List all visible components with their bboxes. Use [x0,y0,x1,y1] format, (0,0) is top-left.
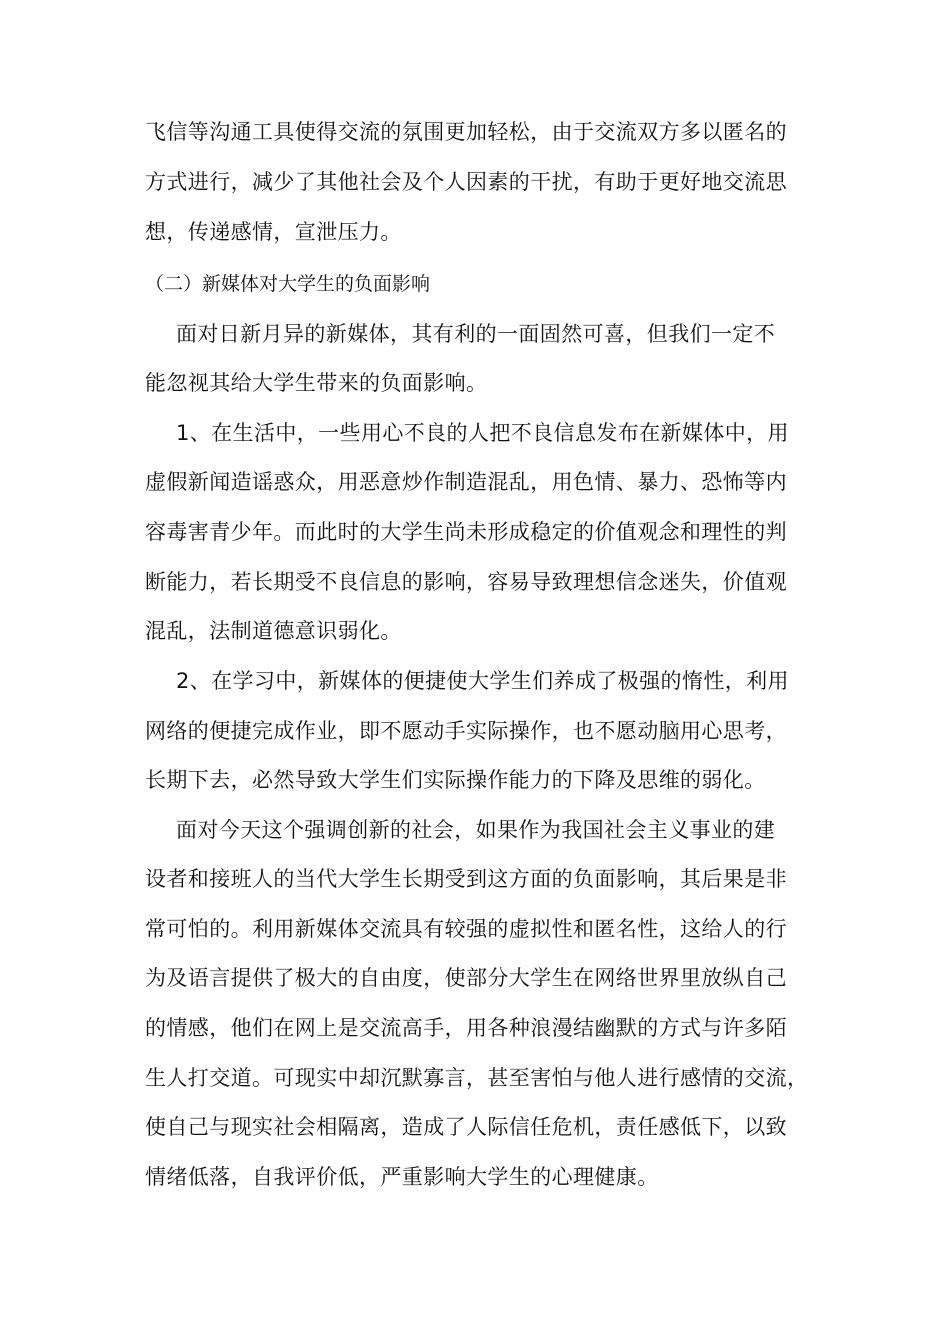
text-line: 飞信等沟通工具使得交流的氛围更加轻松，由于交流双方多以匿名的 [145,120,787,144]
text-line: 面对日新月异的新媒体，其有利的一面固然可喜，但我们一定不 [176,322,776,346]
text-line: 方式进行，减少了其他社会及个人因素的干扰，有助于更好地交流思 [145,170,787,194]
text-line: 设者和接班人的当代大学生长期受到这方面的负面影响，其后果是非 [145,867,787,891]
section-heading: （二）新媒体对大学生的负面影响 [145,273,431,295]
text-line: 断能力，若长期受不良信息的影响，容易导致理想信念迷失，价值观 [145,570,787,594]
text-line: 能忽视其给大学生带来的负面影响。 [145,371,488,395]
text-line: 常可怕的。利用新媒体交流具有较强的虚拟性和匿名性，这给人的行 [145,917,787,941]
text-line: 想，传递感情，宣泄压力。 [145,220,402,244]
text-line: 使自己与现实社会相隔离，造成了人际信任危机，责任感低下，以致 [145,1115,787,1139]
text-line: 虚假新闻造谣惑众，用恶意炒作制造混乱，用色情、暴力、恐怖等内 [145,470,787,494]
text-line: 网络的便捷完成作业，即不愿动手实际操作，也不愿动脑用心思考， [145,719,787,743]
text-line: 生人打交道。可现实中却沉默寡言，甚至害怕与他人进行感情的交流， [145,1066,809,1090]
text-line: 面对今天这个强调创新的社会，如果作为我国社会主义事业的建 [176,818,776,842]
text-line: 1、在生活中，一些用心不良的人把不良信息发布在新媒体中，用 [176,421,789,445]
text-line: 2、在学习中，新媒体的便捷使大学生们养成了极强的惰性，利用 [176,669,789,693]
text-line: 容毒害青少年。而此时的大学生尚未形成稳定的价值观念和理性的判 [145,520,787,544]
text-line: 混乱，法制道德意识弱化。 [145,619,402,643]
text-line: 长期下去，必然导致大学生们实际操作能力的下降及思维的弱化。 [145,768,766,792]
text-line: 情绪低落，自我评价低，严重影响大学生的心理健康。 [145,1165,659,1189]
text-line: 为及语言提供了极大的自由度，使部分大学生在网络世界里放纵自己 [145,966,787,990]
text-line: 的情感，他们在网上是交流高手，用各种浪漫结幽默的方式与许多陌 [145,1016,787,1040]
